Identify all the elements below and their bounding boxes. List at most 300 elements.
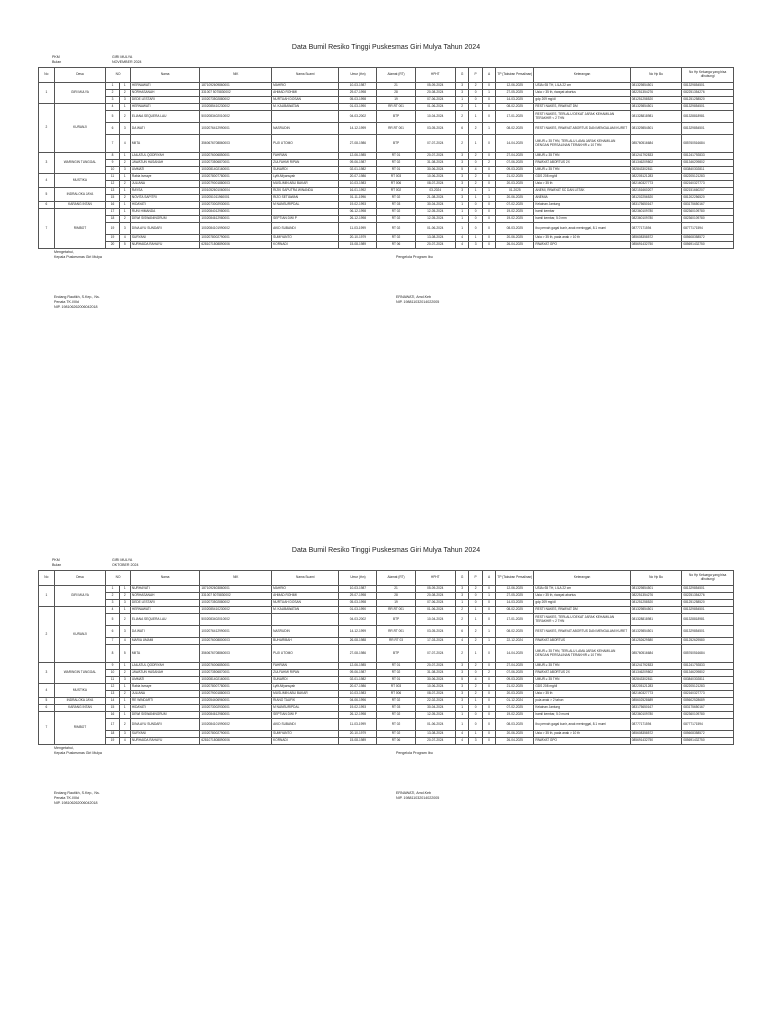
cell-hpht: 07-07-2024	[415, 645, 455, 663]
cell-hpht: 07-07-2024	[415, 135, 455, 153]
cell-no-sub: 2	[119, 614, 130, 626]
cell-row-no: 2	[39, 607, 55, 663]
cell-desa: INDRALOKA JAYA	[54, 698, 106, 705]
cell-nama: NORHASANAH	[130, 90, 200, 97]
header-no: No	[39, 571, 55, 586]
cell-hp-keluarga: 081251258520	[682, 600, 734, 607]
cell-a: 0	[482, 167, 495, 174]
cell-nik: 1002051011960001	[200, 195, 272, 202]
cell-tp: 01-12-2024	[496, 698, 534, 705]
cell-p: 0	[469, 593, 482, 600]
cell-p: 0	[469, 670, 482, 677]
cell-nik: 1002078002790001	[200, 235, 272, 242]
cell-alamat: 21	[377, 586, 415, 593]
table-row	[39, 593, 734, 600]
cell-a: 1	[482, 593, 495, 600]
cell-no: 19	[106, 223, 119, 235]
cell-hpht: 08-07-2024	[415, 691, 455, 698]
cell-g: 2	[455, 111, 468, 123]
cell-desa: INDRALOKA JAYA	[54, 188, 106, 202]
header-no: NO	[106, 68, 131, 83]
cell-a: 0	[482, 216, 495, 223]
cell-alamat: RT 003	[377, 174, 415, 181]
cell-tp: 27-05-2025	[496, 593, 534, 600]
cell-hp-bu: 082843302811	[630, 167, 682, 174]
cell-tp: 07-06-2025	[496, 670, 534, 677]
cell-g: 5	[455, 167, 468, 174]
cell-nik: 1002078002790001	[200, 731, 272, 738]
cell-tp: 27-04-2025	[496, 663, 534, 670]
cell-alamat: RT 02	[377, 731, 415, 738]
header-no-hp-bu: No Hp Bu	[630, 68, 682, 83]
cell-tp: 27-05-2025	[496, 90, 534, 97]
cell-tp: 08-02-2025	[496, 607, 534, 614]
cell-keterangan: gdp 209 mg/dl	[534, 97, 630, 104]
cell-nik: 1002073506870001	[200, 160, 272, 167]
cell-hpht: 30-06-2024	[415, 167, 455, 174]
cell-no-sub: 1	[119, 202, 130, 209]
cell-keterangan: RIWAYAT GPO	[534, 738, 630, 745]
sign-right-nip: NIP. 198811032014022005	[396, 300, 440, 304]
cell-umur: 20-07-1986	[339, 684, 377, 691]
cell-no-sub: 2	[119, 593, 130, 600]
cell-p: 2	[469, 123, 482, 135]
cell-hpht: 21-08-2024	[415, 195, 455, 202]
cell-desa: WARINGIN TUNGGAL	[54, 153, 106, 174]
cell-no: 16	[106, 202, 119, 209]
cell-g: 3	[455, 153, 468, 160]
table-row	[39, 663, 734, 670]
cell-hpht: 12-05-2024	[415, 712, 455, 719]
cell-keterangan: RESTI NAKES, RIWAYAT ABORTUS DAN MENGALAMI KURET	[534, 626, 630, 638]
cell-hp-keluarga: 083175650167	[682, 705, 734, 712]
cell-nama: JAWATUN HASANAH	[130, 160, 200, 167]
cell-hp-bu: 082160327773	[630, 181, 682, 188]
cell-no-sub: 2	[119, 181, 130, 188]
bulan-value: OKTOBER 2024	[112, 563, 139, 567]
sign-right-nip: NIP. 198811032014022005	[396, 796, 440, 800]
cell-umur: 26-12-1998	[339, 712, 377, 719]
cell-no: 15	[106, 195, 119, 202]
header-g: G	[455, 571, 468, 586]
cell-hpht: 01-06-2024	[415, 607, 455, 614]
cell-tp: 07-02-2025	[496, 202, 534, 209]
cell-g: 5	[455, 677, 468, 684]
cell-nama: Rabia Ismaye	[130, 684, 200, 691]
cell-umur: 11-03-1999	[339, 719, 377, 731]
cell-row-no: 1	[39, 83, 55, 104]
cell-nik: 1002073002930001	[200, 705, 272, 712]
cell-g: 1	[455, 223, 468, 235]
cell-hpht: 30-04-2024	[415, 202, 455, 209]
cell-p: 1	[469, 698, 482, 705]
cell-keterangan: Usia > 35 th, riwayat abortus	[534, 90, 630, 97]
cell-umur: 29-07-1998	[339, 90, 377, 97]
cell-tp: 08-03-2025	[496, 223, 534, 235]
cell-hp-bu: 081329854501	[630, 123, 682, 135]
table-row	[39, 670, 734, 677]
sign-left-nip: NIP. 198106262006042018	[54, 305, 98, 309]
cell-keterangan: UMUR ≥ 35 THN	[534, 663, 630, 670]
cell-nama-suami	[272, 111, 339, 123]
cell-row-no: 1	[39, 586, 55, 607]
cell-hpht: 05-09-2024	[415, 586, 455, 593]
cell-hp-keluarga: 081329854501	[682, 123, 734, 135]
cell-p: 0	[469, 216, 482, 223]
cell-hp-bu: 083175650167	[630, 705, 682, 712]
cell-hp-bu: 082205121283	[630, 174, 682, 181]
table-row	[39, 738, 734, 745]
sign-right-line1: Pengelola Program Ibu	[396, 255, 433, 259]
cell-hpht: 20-07-2024	[415, 153, 455, 160]
cell-no: 1	[106, 586, 119, 593]
cell-keterangan: Kelainan Jantung	[534, 202, 630, 209]
cell-hpht: 30-06-2024	[415, 677, 455, 684]
cell-hpht: 20-07-2024	[415, 663, 455, 670]
header-no-hp-bu: No Hp Bu	[630, 571, 682, 586]
cell-hp-keluarga: 082360109780	[682, 209, 734, 216]
header-no-hp-keluarga-yang-bisa-dihubungi: No Hp Keluarga yang bisa dihubungi	[682, 68, 734, 83]
cell-hp-bu: 081241792833	[630, 153, 682, 160]
cell-nama: NURHAIDA RAHAYU	[130, 242, 200, 249]
cell-hp-bu: 081328818981	[630, 111, 682, 123]
cell-g: 2	[455, 104, 468, 111]
cell-keterangan: Usia > 35 th	[534, 691, 630, 698]
cell-hpht: 20-08-2024	[415, 90, 455, 97]
cell-a: 0	[482, 153, 495, 160]
cell-hp-bu: 085602528689	[630, 698, 682, 705]
cell-tp: 20-06-2025	[496, 235, 534, 242]
cell-row-no: 3	[39, 663, 55, 684]
cell-hp-keluarga: 082205121283	[682, 174, 734, 181]
table-row	[39, 97, 734, 104]
cell-no: 18	[106, 216, 119, 223]
cell-umur: 10-03-1983	[339, 181, 377, 188]
cell-hp-keluarga: 081241792833	[682, 153, 734, 160]
cell-tp: 19-02-2025	[496, 712, 534, 719]
cell-hp-bu: 081252629580	[630, 638, 682, 645]
cell-a: 0	[482, 645, 495, 663]
cell-no: 13	[106, 188, 119, 195]
cell-nik: 1002079001880003	[200, 691, 272, 698]
cell-p: 0	[469, 90, 482, 97]
cell-nama-suami: NURTUAH DOSAN	[272, 97, 339, 104]
cell-g: 6	[455, 626, 468, 638]
cell-hpht: 01-06-2024	[415, 719, 455, 731]
cell-nama: NOVITA SAPITRI	[130, 195, 200, 202]
cell-nik: 1002084101990002	[200, 719, 272, 731]
cell-hp-keluarga: 081329854501	[682, 607, 734, 614]
cell-a: 2	[482, 160, 495, 167]
cell-desa: RIMBOT	[54, 712, 106, 745]
cell-no-sub: 1	[119, 712, 130, 719]
cell-no: 10	[106, 167, 119, 174]
cell-a: 0	[482, 607, 495, 614]
cell-umur: 04-03-2002	[339, 111, 377, 123]
cell-hp-keluarga: 083840302811	[682, 677, 734, 684]
cell-no: 3	[106, 97, 119, 104]
cell-nama: DEDE LESTARI	[130, 97, 200, 104]
cell-umur: 19-02-1993	[339, 202, 377, 209]
cell-p: 1	[469, 731, 482, 738]
cell-umur: 05-03-1998	[339, 600, 377, 607]
header-alamat-rt: Alamat (RT)	[377, 68, 415, 83]
cell-hpht: 17-03-2024	[415, 638, 455, 645]
cell-no-sub: 2	[119, 691, 130, 698]
cell-p: 0	[469, 712, 482, 719]
cell-nik: 1871092609860001	[200, 83, 272, 90]
cell-no-sub: 1	[119, 705, 130, 712]
cell-a: 1	[482, 638, 495, 645]
header-nama: Nama	[130, 571, 200, 586]
cell-g: 4	[455, 738, 468, 745]
cell-alamat: BTP	[377, 645, 415, 663]
cell-tp: 07-06-2025	[496, 160, 534, 167]
cell-hp-bu: 082360109780	[630, 209, 682, 216]
cell-p: 3	[469, 738, 482, 745]
cell-a: 0	[482, 181, 495, 188]
cell-tp: 20-06-2025	[496, 195, 534, 202]
cell-nama: DA WATI	[130, 626, 200, 638]
cell-umur: 04-03-2002	[339, 614, 377, 626]
cell-hpht: 31-08-2024	[415, 670, 455, 677]
cell-a: 0	[482, 677, 495, 684]
cell-hp-bu: 081329854501	[630, 607, 682, 614]
cell-hp-bu: 081346209802	[630, 160, 682, 167]
table-row	[39, 677, 734, 684]
cell-umur: 01-11-1996	[339, 195, 377, 202]
cell-hp-bu: 082205121283	[630, 684, 682, 691]
cell-no: 2	[106, 90, 119, 97]
cell-hp-bu: 081329854501	[630, 626, 682, 638]
cell-row-no: 6	[39, 202, 55, 209]
cell-nama-suami: KORNADI	[272, 242, 339, 249]
cell-g: 3	[455, 691, 468, 698]
cell-tp: 14-03-2025	[496, 600, 534, 607]
cell-keterangan: RIWAYAT ABORTUS 2X	[534, 160, 630, 167]
cell-nama-suami: PUJI UTOMO	[272, 135, 339, 153]
cell-nama-suami: SEPTIAN DWI P	[272, 712, 339, 719]
cell-keterangan: Usia > 35 th	[534, 181, 630, 188]
cell-hp-bu: 082251354276	[630, 593, 682, 600]
cell-keterangan: RESTI NAKES, RIWAYAT DM	[534, 607, 630, 614]
cell-g: 3	[455, 160, 468, 167]
cell-row-no: 4	[39, 174, 55, 188]
cell-alamat: RR.RT 03	[377, 638, 415, 645]
cell-keterangan: hamil kembar	[534, 209, 630, 216]
cell-p: 2	[469, 638, 482, 645]
header-hpht: HPHT	[415, 571, 455, 586]
cell-a: 0	[482, 712, 495, 719]
cell-nama: JULIANA	[130, 691, 200, 698]
cell-umur: 16-01-1992	[339, 188, 377, 195]
cell-a: 0	[482, 135, 495, 153]
cell-hp-bu: 085608358572	[630, 235, 682, 242]
cell-tp: 14-04-2025	[496, 645, 534, 663]
cell-hp-keluarga: 081329854501	[682, 586, 734, 593]
pkm-value: GIRI MULYA	[112, 558, 133, 562]
cell-nama: DEDE LESTARI	[130, 600, 200, 607]
cell-g: 1	[455, 600, 468, 607]
cell-nama-suami: M. KAUBAWATAN	[272, 104, 339, 111]
cell-keterangan: RESTI NAKES, RIWAYAT ABORTUS DAN MENGALAMI KURET	[534, 123, 630, 135]
cell-p: 3	[469, 242, 482, 249]
cell-a: 1	[482, 195, 495, 202]
cell-nama: ELIANA SEQUERA LAU	[130, 614, 200, 626]
table-header-row	[39, 571, 734, 586]
cell-hp-bu: 081202256520	[630, 195, 682, 202]
cell-p: 1	[469, 111, 482, 123]
cell-umur: 20-07-1986	[339, 174, 377, 181]
cell-a: 1	[482, 123, 495, 135]
cell-nama: DEWI SISWANINGRUM	[130, 216, 200, 223]
cell-alamat: RR.RT 001	[377, 123, 415, 135]
cell-no-sub: 2	[119, 111, 130, 123]
cell-nama-suami: MAHRIO	[272, 586, 339, 593]
cell-alamat: RT 003	[377, 684, 415, 691]
cell-hp-keluarga: 085760516684	[682, 645, 734, 663]
cell-nama-suami: AHMAD ROHIMI	[272, 593, 339, 600]
header-no-hp-keluarga-yang-bisa-dihubungi: No Hp Keluarga yang bisa dihubungi	[682, 571, 734, 586]
cell-no: 3	[106, 600, 119, 607]
cell-nama-suami: SUNARDI	[272, 167, 339, 174]
cell-tp: 09-03-2025	[496, 677, 534, 684]
cell-hp-keluarga: 081329854501	[682, 104, 734, 111]
cell-a: 0	[482, 684, 495, 691]
cell-keterangan: USIA>35 TH, LILA 22 cm	[534, 586, 630, 593]
cell-g: 3	[455, 684, 468, 691]
pkm-value: GIRI MULYA	[112, 55, 133, 59]
cell-hp-bu: 085691432750	[630, 738, 682, 745]
table-row	[39, 626, 734, 638]
cell-nama-suami: FAHRIAN	[272, 663, 339, 670]
cell-nama-suami: SUMIYANTO	[272, 235, 339, 242]
cell-nama: DA WATI	[130, 123, 200, 135]
cell-nik: 5002083402010002	[200, 111, 272, 123]
cell-hp-keluarga: 0877717159​4	[682, 719, 734, 731]
cell-hpht: 31-08-2024	[415, 160, 455, 167]
cell-hpht: 20-08-2024	[415, 593, 455, 600]
cell-no: 17	[106, 209, 119, 216]
cell-nama-suami: NURTUAH DOSAN	[272, 600, 339, 607]
sign-left-rank: Penata TK.I/IIId	[54, 796, 79, 800]
cell-nama: RE WINDARTI	[130, 698, 200, 705]
cell-alamat: RR.RT 001	[377, 104, 415, 111]
cell-keterangan: ANEMIA	[534, 195, 630, 202]
header-p: P	[469, 68, 482, 83]
cell-a: 0	[482, 202, 495, 209]
cell-umur: 20-10-1979	[339, 731, 377, 738]
cell-keterangan: RIWAYAT GPO	[534, 242, 630, 249]
cell-alamat: 28	[377, 593, 415, 600]
cell-no-sub: 2	[119, 719, 130, 731]
cell-p: 2	[469, 691, 482, 698]
cell-hp-bu: 0877717159​4	[630, 223, 682, 235]
cell-alamat: RT 02	[377, 216, 415, 223]
cell-no: 16	[106, 712, 119, 719]
cell-a: 0	[482, 97, 495, 104]
cell-no: 18	[106, 731, 119, 738]
sign-left-line2: Kepala Puskesmas Giri Mulya	[54, 255, 102, 259]
cell-tp: 14-03-2025	[496, 97, 534, 104]
table-row	[39, 235, 734, 242]
cell-g: 1	[455, 216, 468, 223]
cell-nama: NURHAYATI	[130, 586, 200, 593]
cell-no-sub: 4	[119, 135, 130, 153]
cell-nama-suami: SUMIYANTO	[272, 731, 339, 738]
cell-no: 9	[106, 160, 119, 167]
cell-p: 1	[469, 235, 482, 242]
cell-p: 0	[469, 97, 482, 104]
cell-hp-bu: 081328818981	[630, 614, 682, 626]
table-row	[39, 216, 734, 223]
cell-tp: 22-12-2024	[496, 638, 534, 645]
cell-nik: 1002073502880002	[200, 97, 272, 104]
cell-nama-suami: ZULFAHMI RIPAN	[272, 160, 339, 167]
cell-alamat: BTP	[377, 111, 415, 123]
cell-nama-suami	[272, 209, 339, 216]
cell-tp: 08-02-2025	[496, 104, 534, 111]
cell-no: 2	[106, 593, 119, 600]
cell-g: 3	[455, 593, 468, 600]
cell-no-sub: 3	[119, 731, 130, 738]
cell-g: 3	[455, 663, 468, 670]
cell-no-sub: 3	[119, 626, 130, 638]
table-row	[39, 586, 734, 593]
cell-hp-bu: 0877717159​4	[630, 719, 682, 731]
cell-no: 15	[106, 705, 119, 712]
cell-g: 2	[455, 614, 468, 626]
cell-a: 0	[482, 738, 495, 745]
cell-umur: 01-03-1990	[339, 607, 377, 614]
sign-left-name: Endang Rautikh, S.Kep., Ns.	[54, 791, 100, 795]
cell-nik: 1002085410230002	[200, 607, 272, 614]
sign-left-name: Endang Rautikh, S.Kep., Ns.	[54, 295, 100, 299]
table-row	[39, 202, 734, 209]
cell-hp-keluarga: 082160327773	[682, 181, 734, 188]
cell-no: 12	[106, 684, 119, 691]
cell-hp-bu: 081251258520	[630, 600, 682, 607]
cell-hp-keluarga: 081346209802	[682, 160, 734, 167]
cell-nik: 1002079001880003	[200, 181, 272, 188]
cell-tp: 08-02-2025	[496, 123, 534, 135]
sign-left-line1: Mengetahui,	[54, 250, 74, 254]
cell-umur: 15-08-1989	[339, 242, 377, 249]
cell-hpht: 05-09-2024	[415, 83, 455, 90]
cell-p: 1	[469, 135, 482, 153]
cell-a: 0	[482, 209, 495, 216]
cell-keterangan: Usia > 35 th, pada anak > 10 th	[534, 731, 630, 738]
cell-keterangan: pula anak > 2 tahun	[534, 698, 630, 705]
cell-no-sub: 1	[119, 153, 130, 160]
cell-tp: 09-03-2025	[496, 167, 534, 174]
cell-hp-bu: 082843302811	[630, 677, 682, 684]
cell-nik: 1002081402160001	[200, 167, 272, 174]
cell-no-sub: 3	[119, 223, 130, 235]
table-row	[39, 90, 734, 97]
cell-nama: MIITA	[130, 645, 200, 663]
cell-p: 4	[469, 677, 482, 684]
cell-p: 0	[469, 160, 482, 167]
cell-keterangan: UMUR ≥ 35 THN	[534, 167, 630, 174]
cell-hpht: 20-07-2024	[415, 242, 455, 249]
risk-pregnancy-table	[38, 67, 734, 249]
cell-umur: 09-06-1987	[339, 160, 377, 167]
cell-no: 1	[106, 83, 119, 90]
cell-tp: 26-04-2025	[496, 242, 534, 249]
cell-nama: HIDAYATI	[130, 705, 200, 712]
cell-hp-keluarga: 082360109780	[682, 216, 734, 223]
